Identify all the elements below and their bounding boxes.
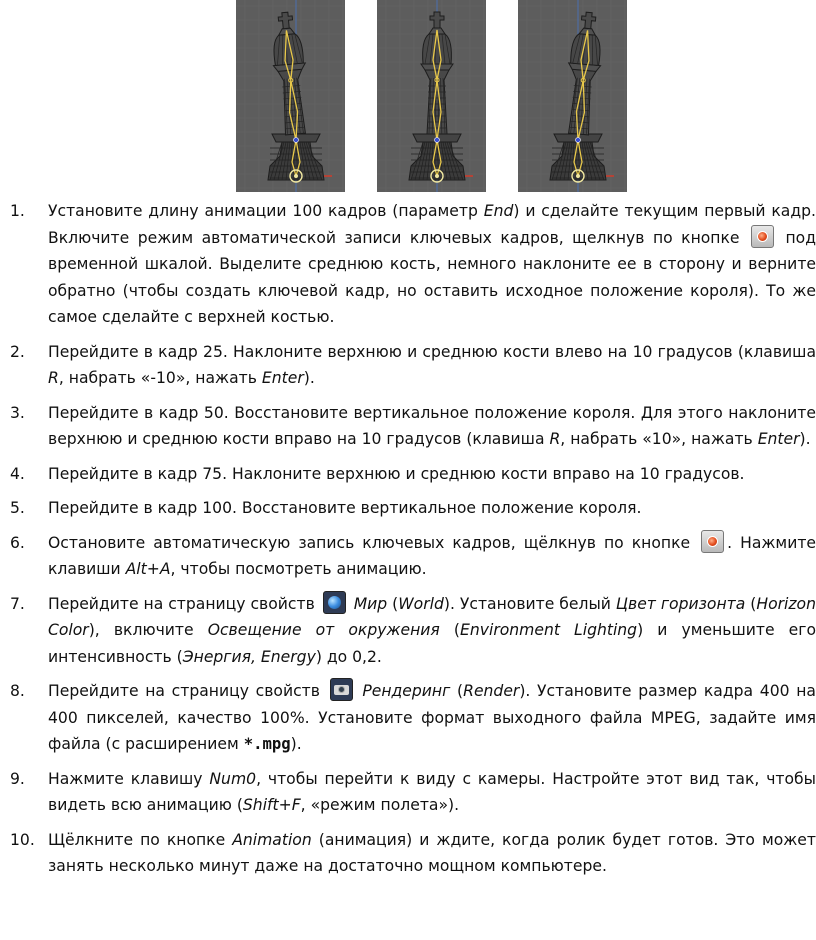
step-5: 5. Перейдите в кадр 100. Восстановите вертикальное положение короля. [10, 499, 642, 517]
step-3: 3. Перейдите в кадр 50. Восстановите вертикальное положение короля. Для этого наклоните верхнюю и среднюю кости вправо на 10 градусов (клавиша R, набрать «10», нажать Enter). [10, 403, 816, 448]
step-8: 8. Перейдите на страницу свойств Рендеринг (Render). Установите размер кадра 400 на 400 пикселей, качество 100%. Установите формат выходного файла MPEG, задайте имя файла (с расширением *.mpg). [0, 678, 816, 758]
king-wireframe [236, 0, 345, 192]
step-2: 2. Перейдите в кадр 25. Наклоните верхнюю и среднюю кости влево на 10 градусов (клавиша R, набрать «-10», нажать Enter). [10, 342, 816, 387]
king-wireframe [518, 0, 627, 192]
instruction-list [0, 198, 816, 888]
render-camera-icon[interactable] [330, 678, 353, 701]
viewport-center [377, 0, 486, 192]
record-icon[interactable] [701, 530, 724, 553]
record-icon[interactable] [751, 225, 774, 248]
viewport-left [236, 0, 345, 192]
king-wireframe [377, 0, 486, 192]
world-globe-icon[interactable] [323, 591, 346, 614]
step-6: 6. Остановите автоматическую запись ключевых кадров, щёлкнув по кнопке . Нажмите клавиши Alt+A, чтобы посмотреть анимацию. [0, 530, 816, 583]
step-1: 1. Установите длину анимации 100 кадров (параметр End) и сделайте текущим первый кадр. Включите режим автоматической записи ключевых кадров, щелкнув по кнопке под временной шкалой. Выделите среднюю кость, немного наклоните ее в сторону и верните обратно (чтобы создать ключевой кадр, но оставить исходное положение короля). То же самое сделайте с верхней костью. [10, 202, 816, 326]
step-10: 10. Щёлкните по кнопке Animation (анимация) и ждите, когда ролик будет готов. Это может занять несколько минут даже на достаточно мощном компьютере. [10, 830, 816, 875]
viewport-right [518, 0, 627, 192]
step-7: 7. Перейдите на страницу свойств Мир (World). Установите белый Цвет горизонта (Horizon Color), включите Освещение от окружения (Environment Lighting) и уменьшите его интенсивность (Энергия, Energy) до 0,2. [0, 591, 816, 671]
step-9: 9. Нажмите клавишу Num0, чтобы перейти к виду с камеры. Настройте этот вид так, чтобы видеть всю анимацию (Shift+F, «режим полета»). [10, 769, 816, 814]
step-4: 4. Перейдите в кадр 75. Наклоните верхнюю и среднюю кости вправо на 10 градусов. [10, 464, 745, 483]
figure-strip [0, 0, 816, 192]
